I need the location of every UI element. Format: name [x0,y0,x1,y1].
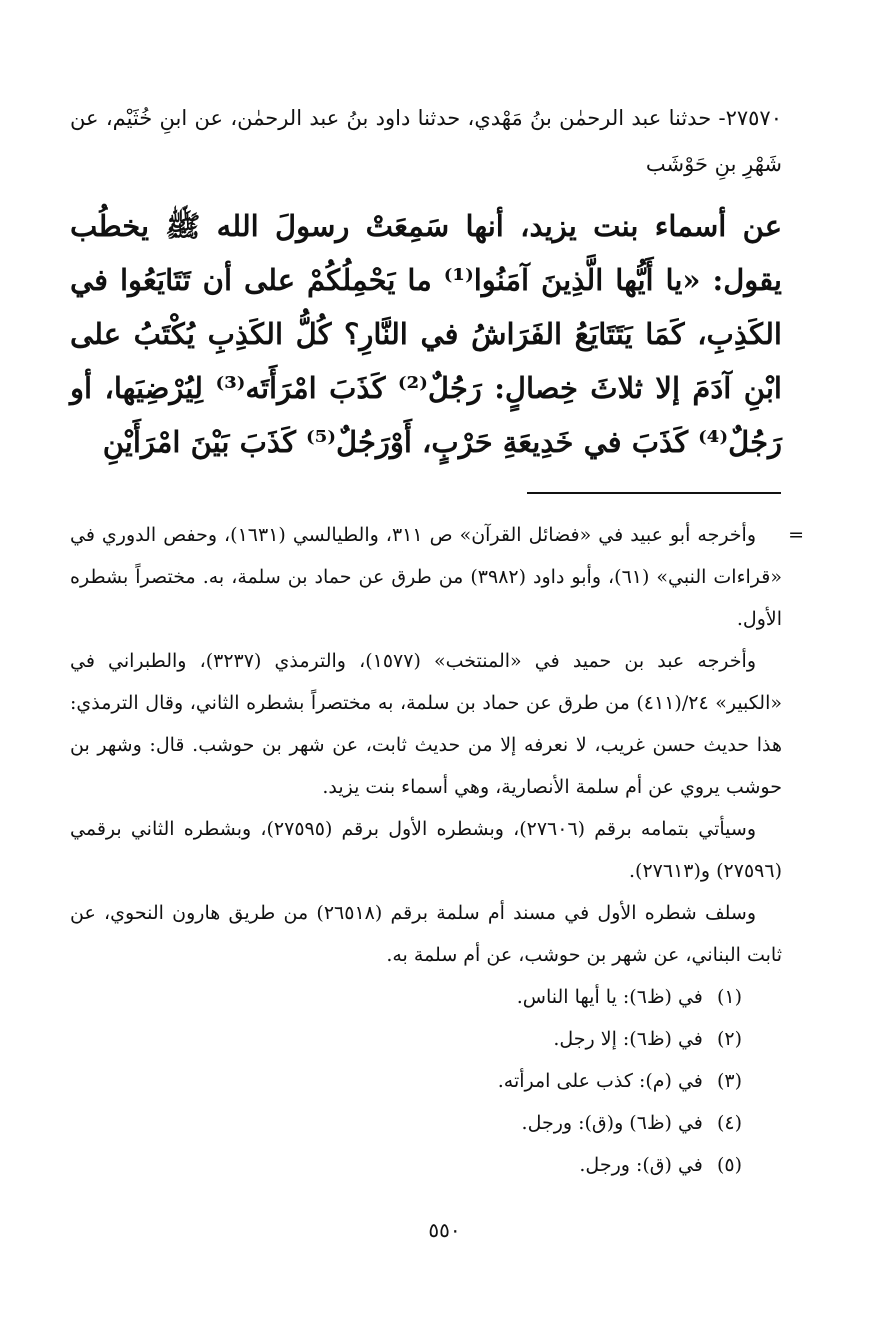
main-text [70,95,782,469]
footnote-item [70,1060,742,1102]
footnotes-section [70,514,804,1186]
footnote-text: في (ظ٦): إلا رجل. [553,1028,703,1050]
note-paragraph: وسيأتي بتمامه برقم (٢٧٦٠٦)، وبشطره الأول برقم (٢٧٥٩٥)، وبشطره الثاني برقمي (٢٧٥٩٦) و(٢٧٦١٣). [70,818,782,882]
hadith-header: ٢٧٥٧٠- حدثنا عبد الرحمٰن بنُ مَهْدي، حدثنا داود بنُ عبد الرحمٰن، عن ابنِ خُثَيْم، عن شَهْرِ بنِ حَوْشَب [70,106,782,176]
footnote-number: (١) [716,986,742,1008]
footnote-item [70,1144,742,1186]
footnote-item [70,1018,742,1060]
footnote-text: في (ق): ورجل. [579,1154,703,1176]
continuation-mark: = [788,524,804,546]
footnote-text: في (م): كذب على امرأته. [497,1070,703,1092]
hadith-matn: عن أسماء بنت يزيد، أنها سَمِعَتْ رسولَ الله ﷺ يخطُب يقول: «يا أَيُّها الَّذِينَ آمَنُوا⁽¹⁾ ما يَحْمِلُكُمْ على أن تَتَايَعُوا في الكَذِبِ، كَمَا يَتَتَايَعُ الفَرَاشُ في النَّارِ؟ كُلُّ الكَذِبِ يُكْتَبُ على ابْنِ آدَمَ إلا ثلاثَ خِصالٍ: رَجُلٌ⁽²⁾ كَذَبَ امْرَأَتَه⁽³⁾ لِيُرْضِيَها، أو رَجُلٌ⁽⁴⁾ كَذَبَ في خَدِيعَةِ حَرْبٍ، أَوْرَجُلٌ⁽⁵⁾ كَذَبَ بَيْنَ امْرَأَيْنِ [70,209,782,459]
hadith-matn-block [70,199,782,469]
footnote-number: (٥) [716,1154,742,1176]
footnote-number: (٣) [716,1070,742,1092]
footnote-separator [527,492,781,494]
note-paragraph: وسلف شطره الأول في مسند أم سلمة برقم (٢٦٥١٨) من طريق هارون النحوي، عن ثابت البناني، عن شهر بن حوشب، عن أم سلمة به. [70,902,782,966]
note-paragraph: وأخرجه عبد بن حميد في «المنتخب» (١٥٧٧)، والترمذي (٣٢٣٧)، والطبراني في «الكبير» ٢٤/(٤١١) من طرق عن حماد بن سلمة، به مختصراً بشطره الثاني، وقال الترمذي: هذا حديث حسن غريب، لا نعرفه إلا من حديث ثابت، عن شهر بن حوشب. قال: وشهر بن حوشب يروي عن أم سلمة الأنصارية، وهي أسماء بنت يزيد. [70,650,782,798]
footnote-text: في (ظ٦): يا أيها الناس. [516,986,703,1008]
footnote-number: (٢) [716,1028,742,1050]
footnote-number: (٤) [716,1112,742,1134]
footnote-item [70,1102,742,1144]
page-number: ٥٥٠ [428,1218,461,1242]
note-paragraph: وأخرجه أبو عبيد في «فضائل القرآن» ص ٣١١، والطيالسي (١٦٣١)، وحفص الدوري في «قراءات النبي» (٦١)، وأبو داود (٣٩٨٢) من طرق عن حماد بن سلمة، به. مختصراً بشطره الأول. [70,524,782,630]
footnote-text: في (ظ٦) و(ق): ورجل. [521,1112,703,1134]
footnote-item [70,976,742,1018]
footnote-list [70,976,782,1186]
hadith-isnad [70,95,782,187]
